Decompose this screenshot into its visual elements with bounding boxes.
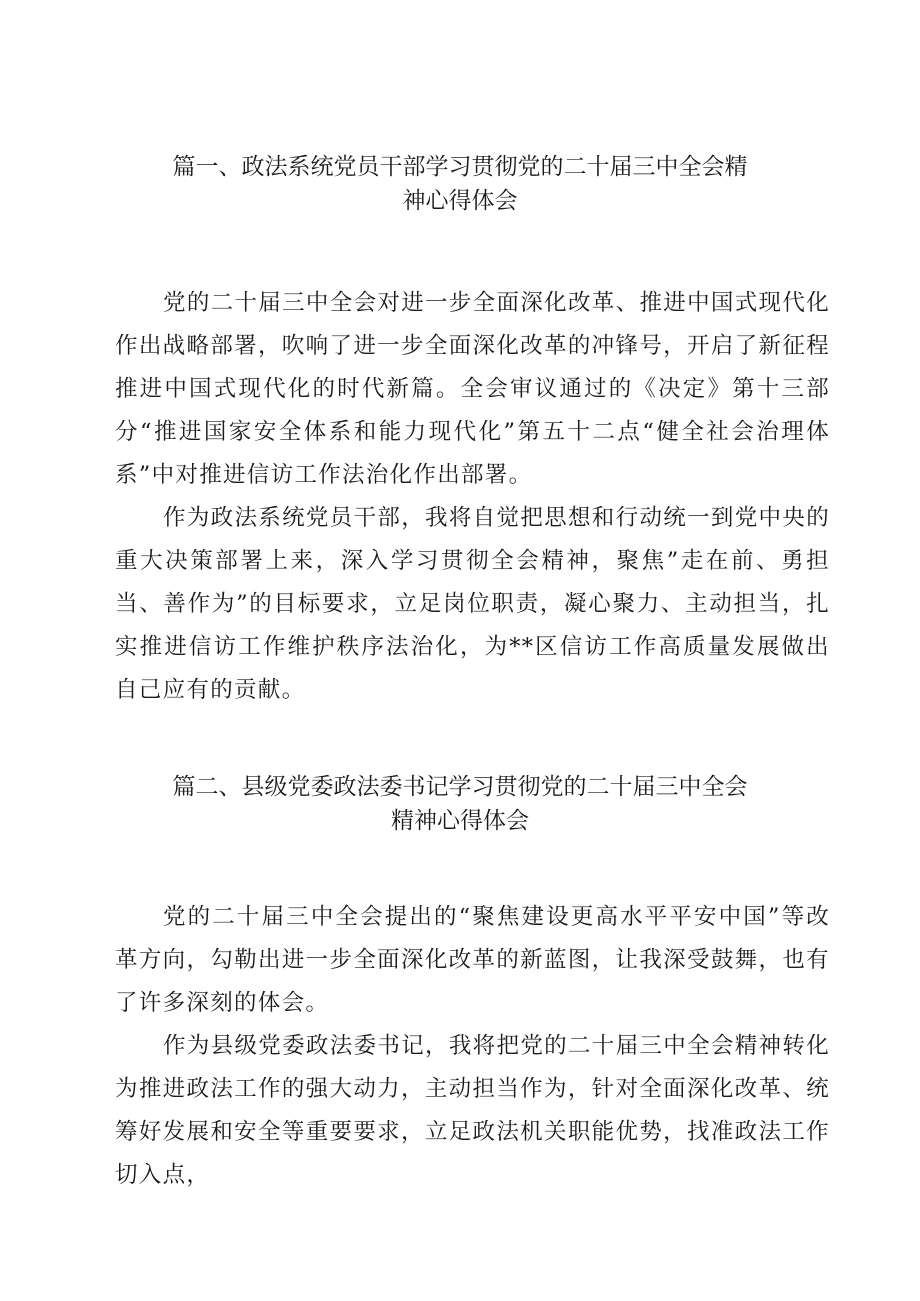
section-1-title bbox=[0, 150, 920, 218]
section-1-title-line-2: 神心得体会 bbox=[402, 188, 518, 214]
section-1-title-line-1: 篇一、政法系统党员干部学习贯彻党的二十届三中全会精 bbox=[172, 154, 748, 180]
section-2-title-line-2: 精神心得体会 bbox=[391, 808, 529, 834]
section-1-paragraph-1: 党的二十届三中全会对进一步全面深化改革、推进中国式现代化作出战略部署，吹响了进一步全面深化改革的冲锋号，开启了新征程推进中国式现代化的时代新篇。全会审议通过的《决定》第十三部分“推进国家安全体系和能力现代化”第五十二点“健全社会治理体系”中对推进信访工作法治化作出部署。 bbox=[115, 290, 830, 488]
section-2-title bbox=[0, 770, 920, 838]
section-1-paragraph-2: 作为政法系统党员干部，我将自觉把思想和行动统一到党中央的重大决策部署上来，深入学习贯彻全会精神，聚焦”走在前、勇担当、善作为”的目标要求，立足岗位职责，凝心聚力、主动担当，扎实推进信访工作维护秩序法治化，为**区信访工作高质量发展做出自己应有的贡献。 bbox=[115, 505, 830, 703]
section-2-title-line-1: 篇二、县级党委政法委书记学习贯彻党的二十届三中全会 bbox=[172, 774, 748, 800]
section-2-paragraph-2: 作为县级党委政法委书记，我将把党的二十届三中全会精神转化为推进政法工作的强大动力，主动担当作为，针对全面深化改革、统筹好发展和安全等重要要求，立足政法机关职能优势，找准政法工作切入点， bbox=[115, 1033, 830, 1188]
section-2-paragraph-1: 党的二十届三中全会提出的“聚焦建设更高水平平安中国”等改革方向，勾勒出进一步全面深化改革的新蓝图，让我深受鼓舞，也有了许多深刻的体会。 bbox=[115, 904, 830, 1016]
